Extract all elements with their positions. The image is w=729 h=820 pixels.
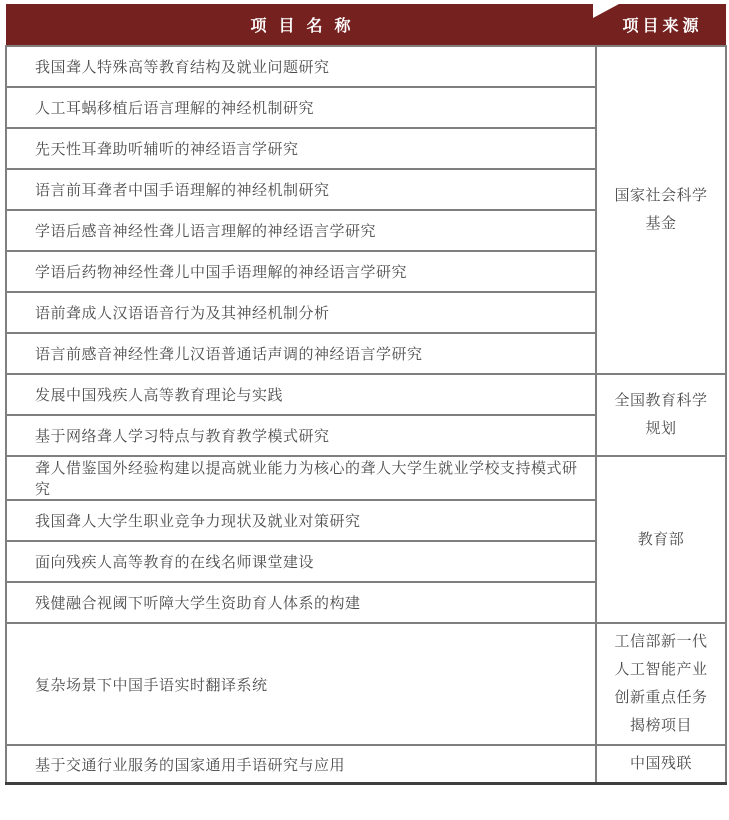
table-row [6,374,726,415]
project-name-cell: 语言前耳聋者中国手语理解的神经机制研究 [6,169,596,210]
project-name-cell: 语言前感音神经性聋儿汉语普通话声调的神经语言学研究 [6,333,596,374]
project-name-cell: 我国聋人大学生职业竞争力现状及就业对策研究 [6,500,596,541]
project-name-cell: 复杂场景下中国手语实时翻译系统 [6,623,596,745]
project-name-cell: 人工耳蜗移植后语言理解的神经机制研究 [6,87,596,128]
project-name-cell: 基于交通行业服务的国家通用手语研究与应用 [6,745,596,784]
project-name-cell: 残健融合视阈下听障大学生资助育人体系的构建 [6,582,596,623]
project-source-cell: 中国残联 [596,745,726,784]
project-name-cell: 语前聋成人汉语语音行为及其神经机制分析 [6,292,596,333]
project-source-cell: 教育部 [596,456,726,623]
table-row [6,46,726,87]
table-row [6,745,726,784]
project-name-cell: 先天性耳聋助听辅听的神经语言学研究 [6,128,596,169]
project-source-cell: 工信部新一代人工智能产业创新重点任务揭榜项目 [596,623,726,745]
project-name-cell: 学语后药物神经性聋儿中国手语理解的神经语言学研究 [6,251,596,292]
project-name-cell: 聋人借鉴国外经验构建以提高就业能力为核心的聋人大学生就业学校支持模式研究 [6,456,596,500]
project-name-cell: 基于网络聋人学习特点与教育教学模式研究 [6,415,596,456]
project-source-cell: 全国教育科学规划 [596,374,726,456]
project-name-cell: 发展中国残疾人高等教育理论与实践 [6,374,596,415]
project-source-cell: 国家社会科学基金 [596,46,726,374]
project-table [5,4,727,785]
project-table-container [5,4,725,785]
project-name-cell: 我国聋人特殊高等教育结构及就业问题研究 [6,46,596,87]
table-header-row [6,4,726,46]
project-name-cell: 学语后感音神经性聋儿语言理解的神经语言学研究 [6,210,596,251]
project-name-cell: 面向残疾人高等教育的在线名师课堂建设 [6,541,596,582]
column-header-project-name: 项目名称 [6,4,596,46]
table-row [6,456,726,500]
column-header-project-source: 项目来源 [596,4,726,46]
table-row [6,623,726,745]
